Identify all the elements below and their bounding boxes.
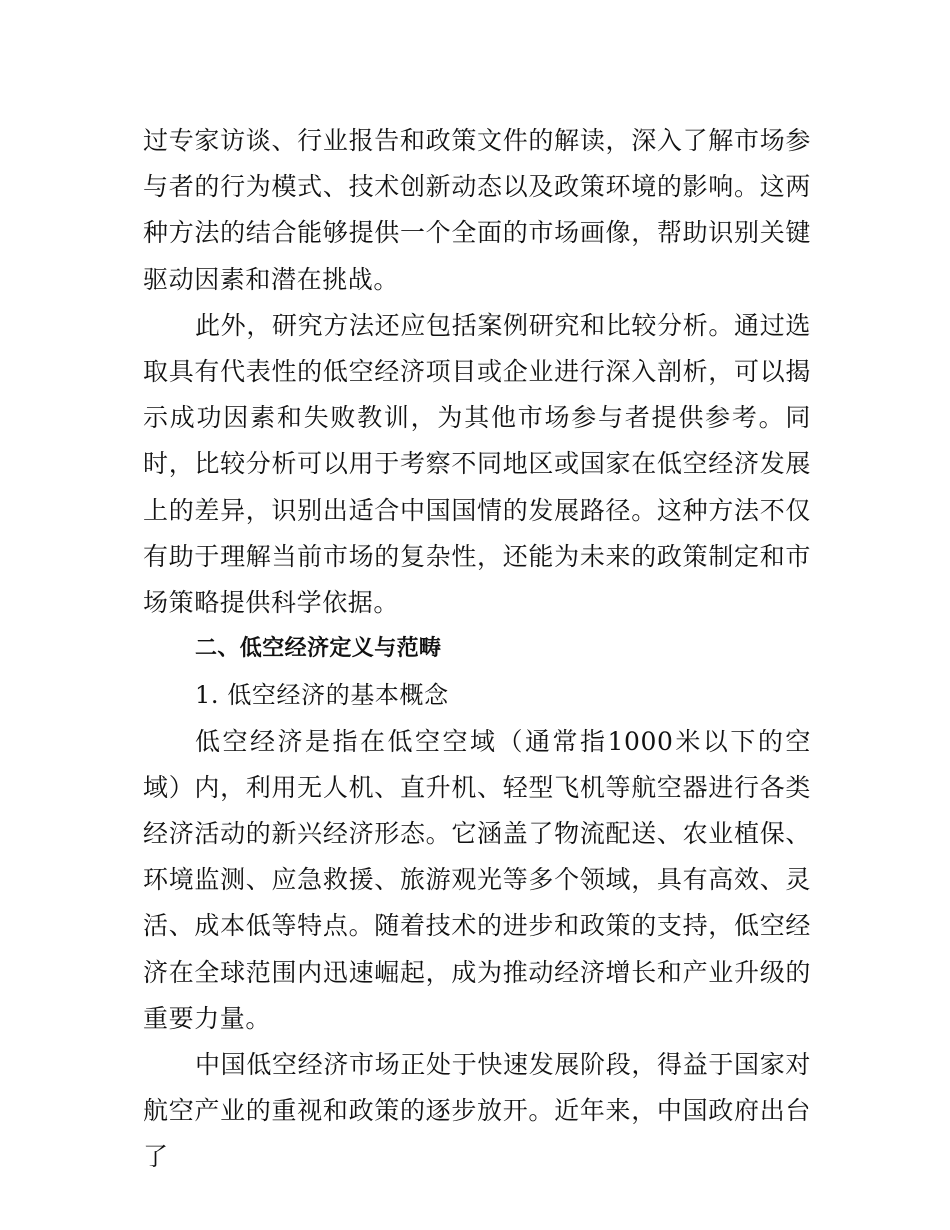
subsection-heading: 1. 低空经济的基本概念 [195,681,449,710]
document-page [143,118,811,1181]
section-heading: 二、低空经济定义与范畴 [195,636,442,662]
body-paragraph-continuation: 过专家访谈、行业报告和政策文件的解读，深入了解市场参与者的行为模式、技术创新动态以及政策环境的影响。这两种方法的结合能够提供一个全面的市场画像，帮助识别关键驱动因素和潜在挑战。 [143,126,811,294]
body-paragraph-research-methods: 此外，研究方法还应包括案例研究和比较分析。通过选取具有代表性的低空经济项目或企业进行深入剖析，可以揭示成功因素和失败教训，为其他市场参与者提供参考。同时，比较分析可以用于考察不同地区或国家在低空经济发展上的差异，识别出适合中国国情的发展路径。这种方法不仅有助于理解当前市场的复杂性，还能为未来的政策制定和市场策略提供科学依据。 [143,310,811,618]
body-paragraph-china-market: 中国低空经济市场正处于快速发展阶段，得益于国家对航空产业的重视和政策的逐步放开。近年来，中国政府出台了 [143,1050,811,1172]
body-paragraph-definition: 低空经济是指在低空空域（通常指1000米以下的空域）内，利用无人机、直升机、轻型飞机等航空器进行各类经济活动的新兴经济形态。它涵盖了物流配送、农业植保、环境监测、应急救援、旅游观光等多个领域，具有高效、灵活、成本低等特点。随着技术的进步和政策的支持，低空经济在全球范围内迅速崛起，成为推动经济增长和产业升级的重要力量。 [143,726,811,1033]
